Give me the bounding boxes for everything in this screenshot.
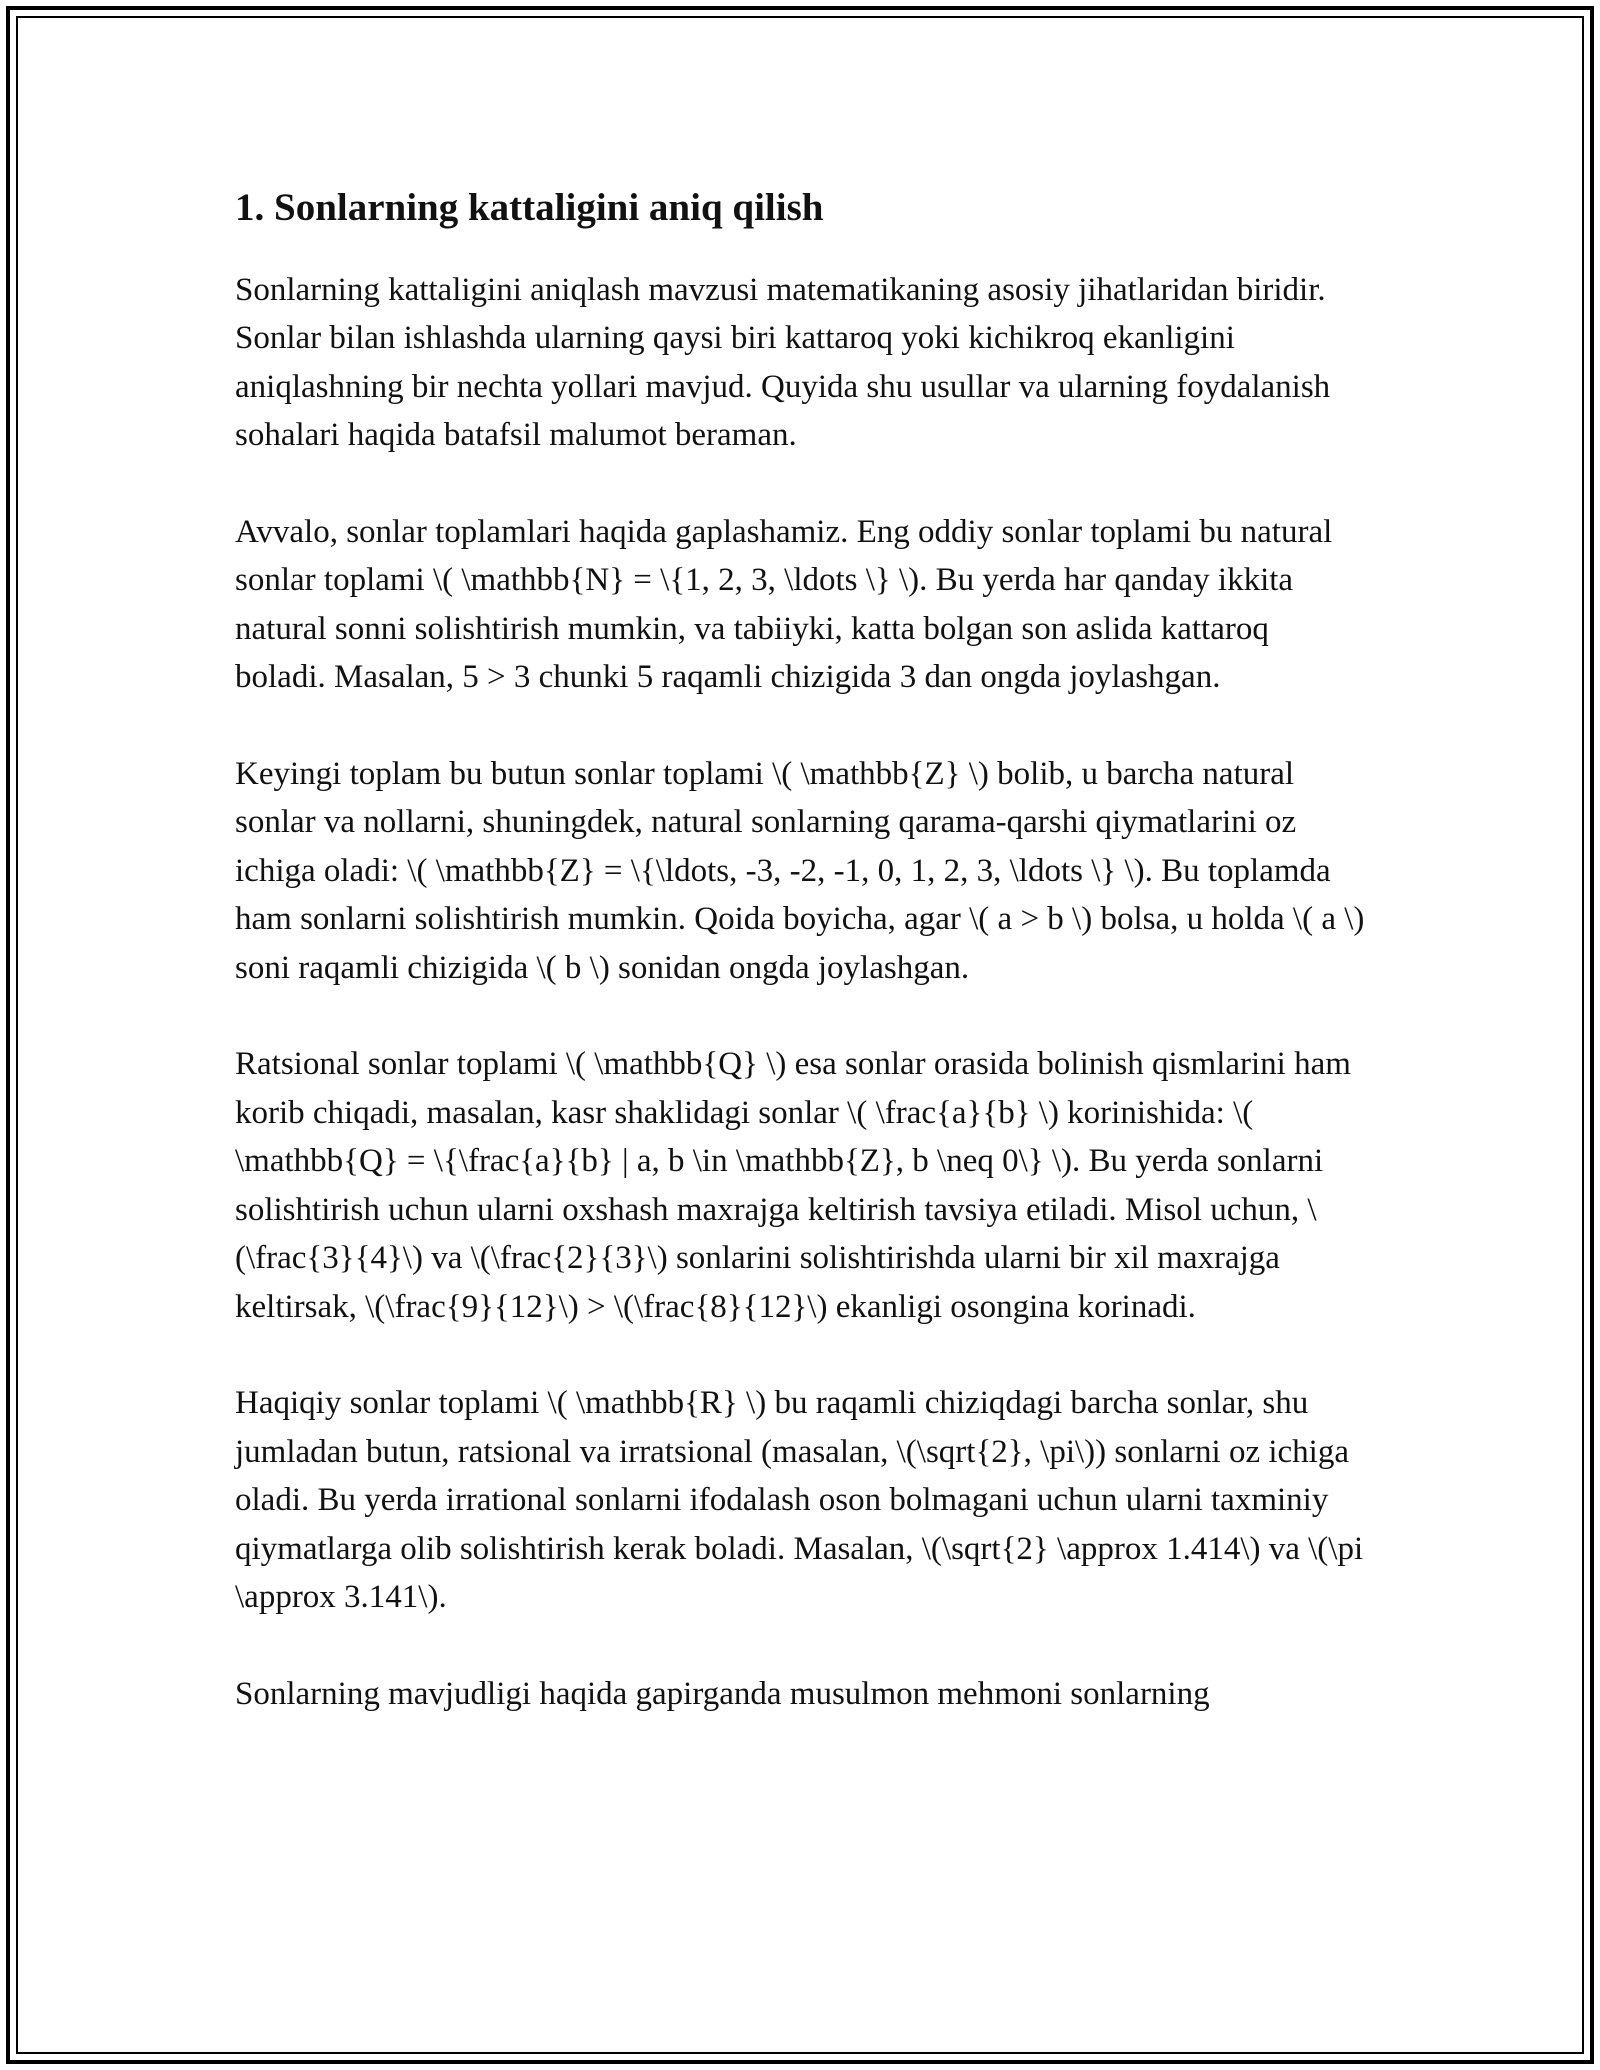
paragraph-continuation: Sonlarning mavjudligi haqida gapirganda musulmon mehmoni sonlarning	[235, 1675, 1210, 1712]
paragraph-integers: Keyingi toplam bu butun sonlar toplami \( \mathbb{Z} \) bolib, u barcha natural sonlar va nollarni, shuningdek, natural sonlarning qarama-qarshi qiymatlarini oz ichiga oladi: \( \mathbb{Z} = \{\ldots, -3, -2, -1, 0, 1, 2, 3, \ldots \} \). Bu toplamda ham sonlarni solishtirish mumkin. Qoida boyicha, agar \( a > b \) bolsa, u holda \( a \) soni raqamli chizigida \( b \) sonidan ongda joylashgan.	[235, 755, 1365, 986]
document-body	[235, 185, 1365, 1766]
paragraph-intro: Sonlarning kattaligini aniqlash mavzusi matematikaning asosiy jihatlaridan biridir. Sonlar bilan ishlashda ularning qaysi biri kattaroq yoki kichikroq ekanligini aniqlashning bir nechta yollari mavjud. Quyida shu usullar va ularning foydalanish sohalari haqida batafsil malumot beraman.	[235, 271, 1331, 454]
paragraph-natural-numbers: Avvalo, sonlar toplamlari haqida gaplashamiz. Eng oddiy sonlar toplami bu natural sonlar toplami \( \mathbb{N} = \{1, 2, 3, \ldots \} \). Bu yerda har qanday ikkita natural sonni solishtirish mumkin, va tabiiyki, katta bolgan son aslida kattaroq boladi. Masalan, 5 > 3 chunki 5 raqamli chizigida 3 dan ongda joylashgan.	[235, 513, 1333, 696]
section-heading: 1. Sonlarning kattaligini aniq qilish	[235, 186, 824, 229]
paragraph-rational-numbers: Ratsional sonlar toplami \( \mathbb{Q} \) esa sonlar orasida bolinish qismlarini ham korib chiqadi, masalan, kasr shaklidagi sonlar \( \frac{a}{b} \) korinishida: \( \mathbb{Q} = \{\frac{a}{b} | a, b \in \mathbb{Z}, b \neq 0\} \). Bu yerda sonlarni solishtirish uchun ularni oxshash maxrajga keltirish tavsiya etiladi. Misol uchun, \(\frac{3}{4}\) va \(\frac{2}{3}\) sonlarini solishtirishda ularni bir xil maxrajga keltirsak, \(\frac{9}{12}\) > \(\frac{8}{12}\) ekanligi osongina korinadi.	[235, 1046, 1351, 1325]
paragraph-real-numbers: Haqiqiy sonlar toplami \( \mathbb{R} \) bu raqamli chiziqdagi barcha sonlar, shu jumladan butun, ratsional va irratsional (masalan, \(\sqrt{2}, \pi\)) sonlarni oz ichiga oladi. Bu yerda irrational sonlarni ifodalash oson bolmagani uchun ularni taxminiy qiymatlarga olib solishtirish kerak boladi. Masalan, \(\sqrt{2} \approx 1.414\) va \(\pi \approx 3.141\).	[235, 1385, 1364, 1616]
